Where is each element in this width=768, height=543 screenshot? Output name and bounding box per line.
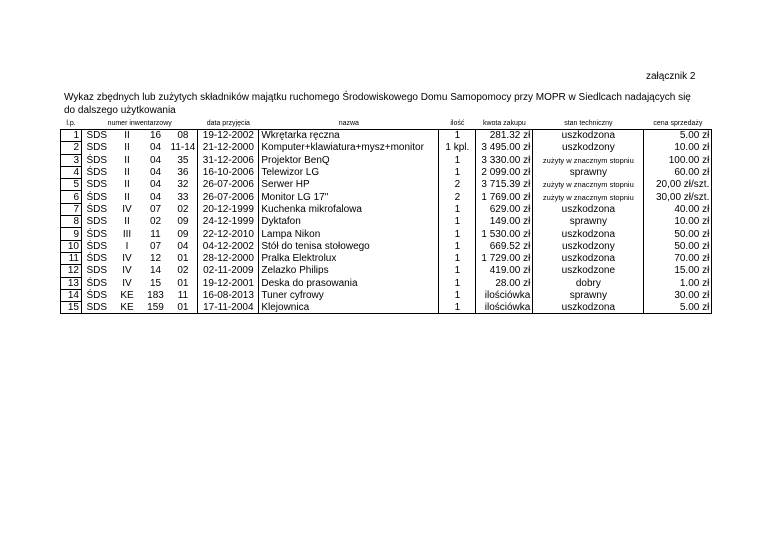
cell-name: Pralka Elektrolux: [259, 252, 439, 264]
cell-sale-price: 15.00 zł: [644, 265, 712, 277]
col-quantity: ilość: [439, 117, 476, 130]
cell-lp: 2: [61, 142, 82, 154]
cell-inv-item: 01: [169, 277, 198, 289]
cell-inv-subgroup: 04: [149, 167, 162, 179]
cell-purchase-price: 3 495.00 zł: [476, 142, 533, 154]
cell-lp: 12: [61, 265, 82, 277]
cell-quantity: 1 kpl.: [439, 142, 476, 154]
table-row: [61, 191, 712, 203]
cell-sale-price: 10.00 zł: [644, 142, 712, 154]
cell-technical-state: zużyty w znacznym stopniu: [533, 191, 644, 203]
cell-inv-unit: ŚDS: [82, 130, 112, 142]
table-row: [61, 166, 712, 178]
cell-lp: 14: [61, 289, 82, 301]
cell-name: Wkrętarka ręczna: [259, 130, 439, 142]
cell-name: Lampa Nikon: [259, 228, 439, 240]
cell-name: Monitor LG 17": [259, 191, 439, 203]
cell-inv-item: 09: [169, 228, 198, 240]
cell-inv-group: IV: [122, 265, 132, 277]
cell-inv-unit: ŚDS: [82, 216, 112, 228]
cell-lp: 7: [61, 203, 82, 215]
cell-name: Projektor BenQ: [259, 154, 439, 166]
table-row: [61, 252, 712, 264]
col-technical-state: stan techniczny: [533, 117, 644, 130]
cell-inv-unit: ŚDS: [82, 179, 112, 191]
cell-inv-unit: ŚDS: [82, 302, 112, 314]
cell-technical-state: uszkodzona: [533, 302, 644, 314]
table-row: [61, 203, 712, 215]
cell-purchase-price: 1 530.00 zł: [476, 228, 533, 240]
cell-quantity: 1: [439, 203, 476, 215]
cell-inv-item: 02: [169, 265, 198, 277]
table-row: [61, 228, 712, 240]
cell-inv-unit: ŚDS: [82, 203, 112, 215]
table-row: [61, 277, 712, 289]
cell-lp: 6: [61, 191, 82, 203]
table-row: [61, 240, 712, 252]
cell-sale-price: 60.00 zł: [644, 166, 712, 178]
cell-inv-unit: ŚDS: [82, 228, 112, 240]
cell-inv-group: II: [124, 216, 130, 228]
cell-lp: 1: [61, 130, 82, 142]
cell-quantity: 1: [439, 252, 476, 264]
cell-technical-state: uszkodzony: [533, 142, 644, 154]
cell-quantity: 1: [439, 166, 476, 178]
cell-inv-subgroup: 16: [149, 130, 162, 142]
cell-sale-price: 30.00 zł: [644, 289, 712, 301]
cell-date: 26-07-2006: [198, 179, 259, 191]
col-purchase-price: kwota zakupu: [476, 117, 533, 130]
cell-inv-group: IV: [122, 277, 132, 289]
cell-quantity: 1: [439, 277, 476, 289]
cell-inv-item: 04: [169, 240, 198, 252]
cell-purchase-price: ilościówka: [476, 289, 533, 301]
cell-inv-subgroup: 04: [149, 191, 162, 203]
cell-inv-subgroup: 15: [149, 277, 162, 289]
cell-purchase-price: 629.00 zł: [476, 203, 533, 215]
cell-name: Deska do prasowania: [259, 277, 439, 289]
cell-quantity: 1: [439, 240, 476, 252]
cell-inv-item: 01: [169, 302, 198, 314]
cell-quantity: 2: [439, 191, 476, 203]
cell-inv-unit: ŚDS: [82, 166, 112, 178]
cell-date: 24-12-1999: [198, 216, 259, 228]
cell-technical-state: uszkodzona: [533, 130, 644, 142]
cell-inv-subgroup: 14: [149, 265, 162, 277]
cell-lp: 8: [61, 216, 82, 228]
cell-inv-group: II: [124, 142, 130, 154]
cell-inv-item: 33: [169, 191, 198, 203]
cell-date: 17-11-2004: [198, 302, 259, 314]
cell-inv-subgroup: 12: [149, 253, 162, 265]
cell-quantity: 1: [439, 228, 476, 240]
cell-name: Kuchenka mikrofalowa: [259, 203, 439, 215]
cell-name: Dyktafon: [259, 216, 439, 228]
table-row: [61, 142, 712, 154]
col-sale-price: cena sprzedaży: [644, 117, 712, 130]
cell-inv-group: KE: [120, 290, 134, 301]
cell-lp: 4: [61, 166, 82, 178]
cell-inv-unit: ŚDS: [82, 252, 112, 264]
cell-date: 22-12-2010: [198, 228, 259, 240]
cell-purchase-price: 28.00 zł: [476, 277, 533, 289]
cell-sale-price: 100.00 zł: [644, 154, 712, 166]
col-inventory-number: numer inwentarzowy: [82, 117, 198, 130]
cell-sale-price: 10.00 zł: [644, 216, 712, 228]
cell-date: 19-12-2002: [198, 130, 259, 142]
cell-lp: 10: [61, 240, 82, 252]
table-row: [61, 265, 712, 277]
cell-inv-subgroup: 07: [149, 240, 162, 252]
cell-purchase-price: 3 330.00 zł: [476, 154, 533, 166]
cell-name: Stół do tenisa stołowego: [259, 240, 439, 252]
cell-inv-group: II: [124, 154, 130, 166]
cell-inv-unit: ŚDS: [82, 289, 112, 301]
cell-inv-subgroup: 04: [149, 154, 162, 166]
cell-inv-subgroup: 07: [149, 203, 162, 215]
cell-technical-state: zużyty w znacznym stopniu: [533, 154, 644, 166]
cell-sale-price: 50.00 zł: [644, 228, 712, 240]
cell-lp: 9: [61, 228, 82, 240]
cell-sale-price: 30,00 zł/szt.: [644, 191, 712, 203]
cell-technical-state: dobry: [533, 277, 644, 289]
cell-inv-unit: ŚDS: [82, 191, 112, 203]
cell-technical-state: sprawny: [533, 289, 644, 301]
cell-lp: 13: [61, 277, 82, 289]
cell-technical-state: sprawny: [533, 166, 644, 178]
cell-date: 16-08-2013: [198, 289, 259, 301]
cell-inv-item: 08: [169, 130, 198, 142]
cell-inv-unit: ŚDS: [82, 154, 112, 166]
cell-inv-group: III: [122, 228, 132, 240]
cell-date: 26-07-2006: [198, 191, 259, 203]
table-row: [61, 302, 712, 314]
cell-purchase-price: 1 769.00 zł: [476, 191, 533, 203]
cell-lp: 3: [61, 154, 82, 166]
cell-sale-price: 40.00 zł: [644, 203, 712, 215]
cell-purchase-price: 149.00 zł: [476, 216, 533, 228]
cell-inv-item: 36: [169, 166, 198, 178]
cell-sale-price: 70.00 zł: [644, 252, 712, 264]
cell-technical-state: uszkodzony: [533, 240, 644, 252]
cell-inv-group: IV: [122, 253, 132, 265]
cell-name: Tuner cyfrowy: [259, 289, 439, 301]
table-row: [61, 130, 712, 142]
cell-purchase-price: 419.00 zł: [476, 265, 533, 277]
cell-purchase-price: 669.52 zł: [476, 240, 533, 252]
cell-inv-group: II: [124, 167, 130, 179]
cell-inv-unit: ŚDS: [82, 265, 112, 277]
cell-inv-group: II: [124, 130, 130, 142]
cell-inv-item: 09: [169, 216, 198, 228]
cell-lp: 5: [61, 179, 82, 191]
cell-inv-item: 02: [169, 203, 198, 215]
cell-name: Żelazko Philips: [259, 265, 439, 277]
cell-sale-price: 5.00 zł: [644, 130, 712, 142]
cell-quantity: 1: [439, 154, 476, 166]
cell-technical-state: uszkodzona: [533, 228, 644, 240]
table-row: [61, 216, 712, 228]
col-name: nazwa: [259, 117, 439, 130]
cell-date: 16-10-2006: [198, 166, 259, 178]
cell-purchase-price: 281.32 zł: [476, 130, 533, 142]
cell-date: 20-12-1999: [198, 203, 259, 215]
document-title: Wykaz zbędnych lub zużytych składników majątku ruchomego Środowiskowego Domu Samopomocy przy MOPR w Siedlcach nadających się do dalszego użytkowania: [64, 92, 691, 116]
cell-date: 02-11-2009: [198, 265, 259, 277]
cell-date: 19-12-2001: [198, 277, 259, 289]
cell-technical-state: uszkodzona: [533, 252, 644, 264]
table-row: [61, 154, 712, 166]
cell-technical-state: zużyty w znacznym stopniu: [533, 179, 644, 191]
cell-lp: 11: [61, 252, 82, 264]
cell-technical-state: uszkodzona: [533, 203, 644, 215]
cell-date: 31-12-2006: [198, 154, 259, 166]
cell-quantity: 1: [439, 216, 476, 228]
cell-quantity: 2: [439, 179, 476, 191]
cell-inv-item: 35: [169, 154, 198, 166]
cell-inv-item: 11: [169, 289, 198, 301]
cell-inv-group: IV: [122, 203, 132, 215]
cell-inv-unit: ŚDS: [82, 240, 112, 252]
cell-inv-subgroup: 04: [149, 179, 162, 191]
cell-purchase-price: ilościówka: [476, 302, 533, 314]
cell-name: Serwer HP: [259, 179, 439, 191]
cell-inv-group: II: [124, 191, 130, 203]
cell-date: 21-12-2000: [198, 142, 259, 154]
cell-purchase-price: 1 729.00 zł: [476, 252, 533, 264]
attachment-label: załącznik 2: [646, 71, 696, 82]
cell-sale-price: 1.00 zł: [644, 277, 712, 289]
cell-inv-subgroup: 02: [149, 216, 162, 228]
cell-inv-group: I: [125, 240, 129, 252]
cell-inv-group: KE: [112, 302, 143, 314]
cell-quantity: 1: [439, 265, 476, 277]
cell-purchase-price: 3 715.39 zł: [476, 179, 533, 191]
cell-name: Klejownica: [259, 302, 439, 314]
table-row: [61, 289, 712, 301]
cell-date: 04-12-2002: [198, 240, 259, 252]
table-row: [61, 179, 712, 191]
cell-inv-item: 11-14: [169, 142, 198, 154]
cell-purchase-price: 2 099.00 zł: [476, 166, 533, 178]
cell-inv-subgroup: 183: [147, 290, 164, 301]
cell-quantity: 1: [439, 302, 476, 314]
col-date: data przyjęcia: [198, 117, 259, 130]
cell-sale-price: 50.00 zł: [644, 240, 712, 252]
cell-inv-subgroup: 04: [149, 142, 162, 154]
cell-inv-item: 32: [169, 179, 198, 191]
cell-name: Telewizor LG: [259, 166, 439, 178]
cell-quantity: 1: [439, 130, 476, 142]
cell-sale-price: 20,00 zł/szt.: [644, 179, 712, 191]
cell-inv-unit: ŚDS: [82, 277, 112, 289]
cell-inv-item: 01: [169, 252, 198, 264]
cell-inv-group: II: [124, 179, 130, 191]
cell-inv-unit: ŚDS: [82, 142, 112, 154]
cell-name: Komputer+klawiatura+mysz+monitor: [259, 142, 439, 154]
cell-technical-state: sprawny: [533, 216, 644, 228]
col-lp: l.p.: [61, 117, 82, 130]
cell-lp: 15: [61, 302, 82, 314]
cell-sale-price: 5.00 zł: [644, 302, 712, 314]
header-row: [61, 117, 712, 130]
cell-quantity: 1: [439, 289, 476, 301]
cell-date: 28-12-2000: [198, 252, 259, 264]
inventory-table: [60, 117, 712, 314]
cell-inv-subgroup: 11: [150, 228, 161, 240]
cell-inv-subgroup: 159: [143, 302, 169, 314]
cell-technical-state: uszkodzone: [533, 265, 644, 277]
